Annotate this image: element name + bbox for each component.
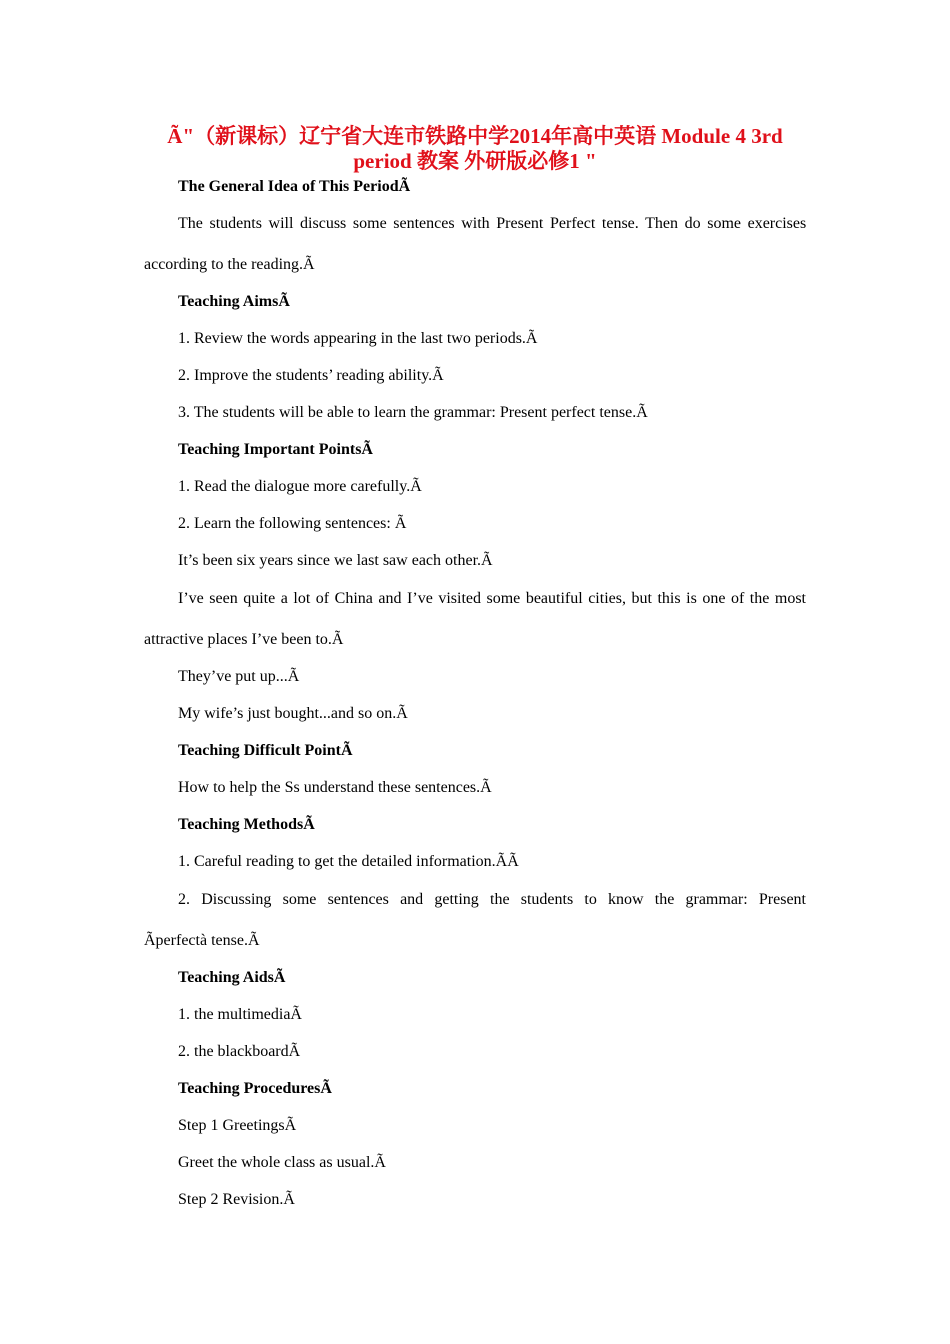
heading-general-idea: The General Idea of This PeriodÃ bbox=[178, 178, 411, 195]
general-idea-text-2: according to the reading.Ã bbox=[144, 256, 315, 273]
methods-item-2-line-2: Ãperfectà tense.Ã bbox=[144, 932, 260, 949]
methods-item-1: 1. Careful reading to get the detailed information.ÃÃ bbox=[178, 853, 519, 870]
heading-difficult-point: Teaching Difficult PointÃ bbox=[178, 742, 353, 759]
points-item-1: 1. Read the dialogue more carefully.Ã bbox=[178, 478, 422, 495]
heading-teaching-methods: Teaching MethodsÃ bbox=[178, 816, 315, 833]
heading-teaching-procedures: Teaching ProceduresÃ bbox=[178, 1080, 332, 1097]
aims-item-2: 2. Improve the students’ reading ability.Ã bbox=[178, 367, 444, 384]
heading-teaching-aims: Teaching AimsÃ bbox=[178, 293, 290, 310]
sentence-3: They’ve put up...Ã bbox=[178, 668, 300, 685]
step-1-text: Greet the whole class as usual.Ã bbox=[178, 1154, 386, 1171]
sentence-4: My wife’s just bought...and so on.Ã bbox=[178, 705, 408, 722]
aims-item-3: 3. The students will be able to learn the grammar: Present perfect tense.Ã bbox=[178, 404, 648, 421]
sentence-2-line-2: attractive places I’ve been to.Ã bbox=[144, 631, 344, 648]
heading-important-points: Teaching Important PointsÃ bbox=[178, 441, 373, 458]
title-line-2: period 教案 外研版必修1 " bbox=[353, 149, 597, 173]
difficult-item-1: How to help the Ss understand these sentences.Ã bbox=[178, 779, 492, 796]
title-line-1: Ã"（新课标）辽宁省大连市铁路中学2014年高中英语 Module 4 3rd bbox=[167, 124, 783, 148]
methods-item-2-line-1: 2. Discussing some sentences and getting the students to know the grammar: Present bbox=[178, 891, 806, 908]
step-2-heading: Step 2 Revision.Ã bbox=[178, 1191, 295, 1208]
aids-item-1: 1. the multimediaÃ bbox=[178, 1006, 302, 1023]
sentence-1: It’s been six years since we last saw each other.Ã bbox=[178, 552, 493, 569]
general-idea-text-1: The students will discuss some sentences with Present Perfect tense. Then do some exercises bbox=[178, 215, 807, 232]
aids-item-2: 2. the blackboardÃ bbox=[178, 1043, 301, 1060]
document-title bbox=[140, 124, 810, 174]
step-1-heading: Step 1 GreetingsÃ bbox=[178, 1117, 297, 1134]
sentence-2-line-1: I’ve seen quite a lot of China and I’ve visited some beautiful cities, but this is one of the most bbox=[178, 590, 806, 607]
aims-item-1: 1. Review the words appearing in the last two periods.Ã bbox=[178, 330, 538, 347]
heading-teaching-aids: Teaching AidsÃ bbox=[178, 969, 286, 986]
points-item-2: 2. Learn the following sentences: Ã bbox=[178, 515, 407, 532]
